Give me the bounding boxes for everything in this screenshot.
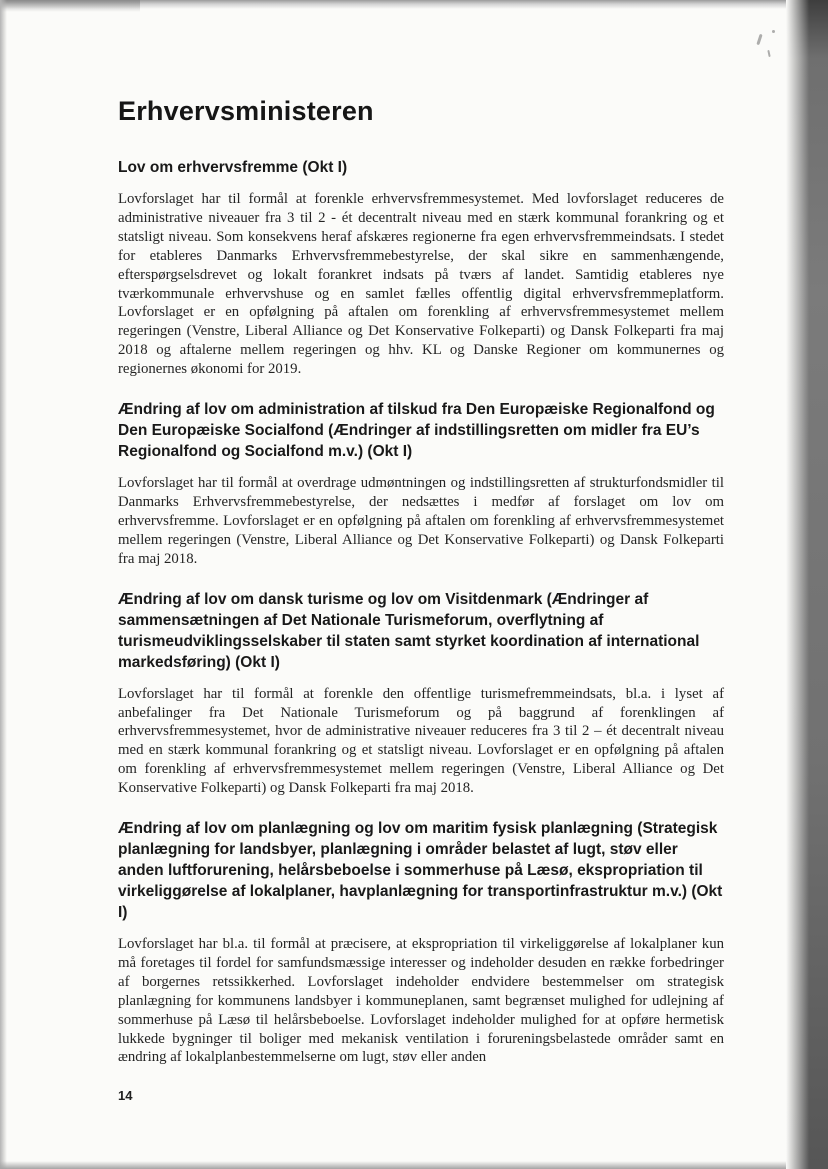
scan-artifact-speck — [756, 34, 762, 45]
section-planlaegning — [118, 818, 724, 1067]
scan-artifact-speck — [772, 30, 775, 33]
section-body: Lovforslaget har bl.a. til formål at præcisere, at ekspropriation til virkeliggørelse af lokalplaner kun må foretages til fordel for samfundsmæssige interesser og indeholder desuden en række forbedringer af borgernes retssikkerhed. Lovforslaget indeholder endvidere bestemmelser om strategisk planlægning for kommunens landsbyer i kommuneplanen, samt begrænset mulighed for udlejning af sommerhuse på Læsø til helårsbeboelse. Lovforslaget indeholder mulighed for at opføre hermetisk lukkede bygninger til boliger med mekanisk ventilation i forureningsbelastede områder samt en ændring af lokalplanbestemmelserne om lugt, støv eller anden — [118, 936, 724, 1066]
section-heading: Ændring af lov om dansk turisme og lov om Visitdenmark (Ændringer af sammensætningen af Det Nationale Turismeforum, overflytning af turismeudviklingsselskaber til staten samt styrket koordination af international markedsføring) (Okt I) — [118, 590, 700, 671]
section-regionalfond-socialfond — [118, 399, 724, 569]
document-content — [118, 96, 724, 1067]
section-erhvervsfremme — [118, 157, 724, 379]
section-heading: Ændring af lov om administration af tilskud fra Den Europæiske Regionalfond og Den Europæiske Socialfond (Ændringer af indstillingsretten om midler fra EU’s Regionalfond og Socialfond m.v.) (Okt I) — [118, 401, 715, 461]
scan-edge-bottom — [0, 1161, 828, 1169]
scan-edge-top — [0, 0, 828, 9]
page-title: Erhvervsministeren — [118, 96, 374, 126]
page-number: 14 — [118, 1088, 133, 1103]
section-heading: Ændring af lov om planlægning og lov om maritim fysisk planlægning (Strategisk planlægning for landsbyer, planlægning i områder belastet af lugt, støv eller anden luftforurening, helårsbeboelse i sommerhuse på Læsø, ekspropriation til virkeliggørelse af lokalplaner, havplanlægning for transportinfrastruktur m.v.) (Okt I) — [118, 820, 723, 922]
scan-edge-left — [0, 0, 7, 1169]
section-body: Lovforslaget har til formål at forenkle erhvervsfremmesystemet. Med lovforslaget reduceres de administrative niveauer fra 3 til 2 - ét decentralt niveau med en stærk kommunal forankring og et statsligt niveau. Som konsekvens heraf afskæres regionerne fra egen erhvervsfremmeindsats. I stedet for etableres Danmarks Erhvervsfremmebestyrelse, der skal sikre en sammenhængende, efterspørgselsdrevet og lokalt forankret indsats på tværs af landet. Samtidig etableres nye tværkommunale erhvervshuse og en samlet fælles offentlig digital erhvervsfremmeplatform. Lovforslaget er en opfølgning på aftalen om forenkling af erhvervsfremmesystemet mellem regeringen (Venstre, Liberal Alliance og Det Konservative Folkeparti) og Dansk Folkeparti fra maj 2018 og aftalerne mellem regeringen og hhv. KL og Danske Regioner om kommunernes og regionernes økonomi for 2019. — [118, 191, 724, 378]
section-dansk-turisme — [118, 589, 724, 798]
scan-artifact-speck — [767, 50, 770, 57]
scan-corner-top-left — [0, 0, 140, 12]
section-body: Lovforslaget har til formål at overdrage udmøntningen og indstillingsretten af strukturfondsmidler til Danmarks Erhvervsfremmebestyrelse, der nedsættes i medfør af forslaget om lov om erhvervsfremme. Lovforslaget er en opfølgning på aftalen om forenkling af erhvervsfremmesystemet mellem regeringen (Venstre, Liberal Alliance og Det Konservative Folkeparti) og Dansk Folkeparti fra maj 2018. — [118, 475, 724, 567]
section-heading: Lov om erhvervsfremme (Okt I) — [118, 159, 348, 176]
scan-shadow-right — [786, 0, 828, 1169]
section-body: Lovforslaget har til formål at forenkle den offentlige turismefremmeindsats, bl.a. i lyset af anbefalinger fra Det Nationale Turismeforum og på baggrund af forenklingen af erhvervsfremmesystemet, hvor de administrative niveauer reduceres fra 3 til 2 – ét decentralt niveau med en stærk kommunal forankring og et statsligt niveau. Lovforslaget er en opfølgning på aftalen om forenkling af erhvervsfremmesystemet mellem regeringen (Venstre, Liberal Alliance og Det Konservative Folkeparti) og Dansk Folkeparti fra maj 2018. — [118, 685, 724, 797]
